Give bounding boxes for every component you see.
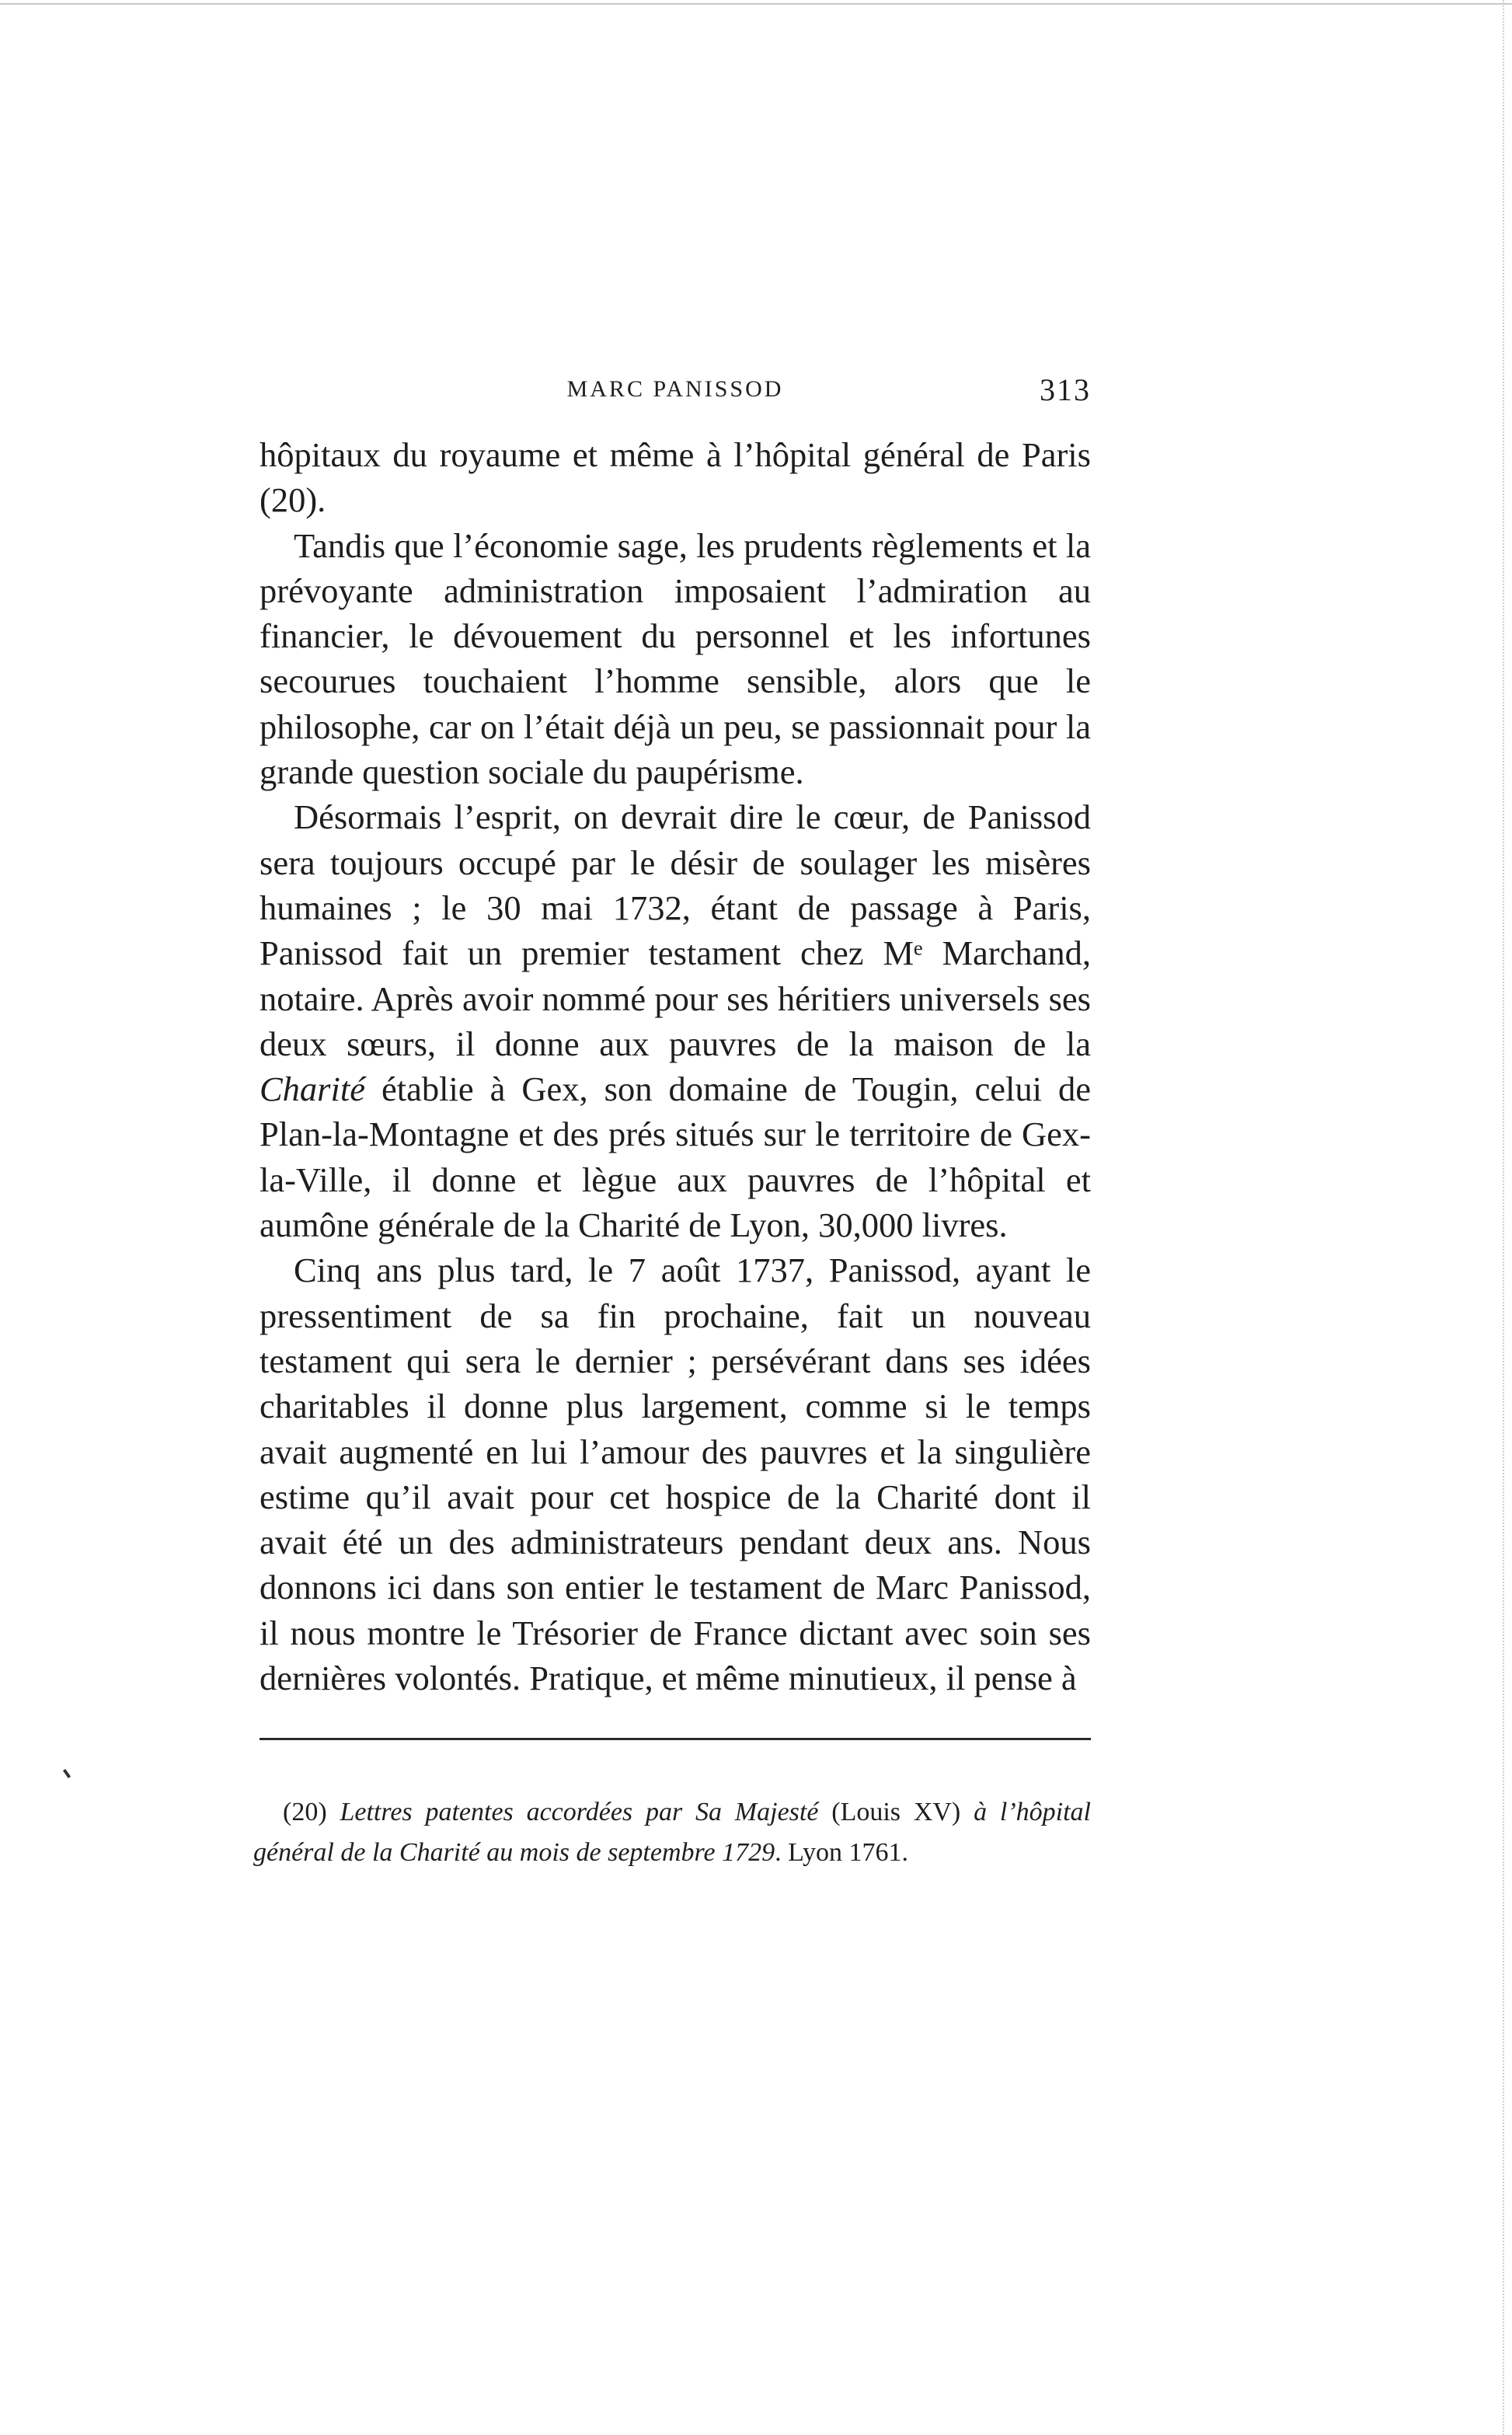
ink-speck: [63, 1769, 71, 1778]
body-text: [260, 432, 1091, 1701]
footnote: [253, 1792, 1091, 1873]
footnote-plain-1: (Louis XV): [818, 1798, 974, 1826]
footnote-plain-2: . Lyon 1761.: [775, 1838, 908, 1867]
paragraph-3-italic: Charité: [260, 1069, 365, 1109]
footnote-number: (20): [283, 1798, 327, 1826]
paragraph-3: [260, 794, 1091, 1247]
footnote-rule: [260, 1738, 1091, 1740]
paragraph-3-part-2: établie à Gex, son domaine de Tougin, celui de Plan-la-Montagne et des prés situés sur le territoire de Gex-la-Ville, il donne et lègue aux pauvres de l’hôpital et aumône générale de la Charité de Lyon, 30,000 livres.: [260, 1069, 1091, 1245]
running-title: MARC PANISSOD: [566, 376, 784, 402]
footnote-italic-1: Lettres patentes accordées par Sa Majesté: [340, 1798, 819, 1826]
footnote-italic-2: à l’hôpital général de la Charité au mois de septembre 1729: [253, 1798, 1091, 1867]
paragraph-4: Cinq ans plus tard, le 7 août 1737, Panissod, ayant le pressentiment de sa fin prochaine, fait un nouveau testament qui sera le dernier ; persévérant dans ses idées charitables il donne plus largement, comme si le temps avait augmenté en lui l’amour des pauvres et la singulière estime qu’il avait pour cet hospice de la Charité dont il avait été un des administrateurs pendant deux ans. Nous donnons ici dans son entier le testament de Marc Panissod, il nous montre le Trésorier de France dictant avec soin ses dernières volontés. Pratique, et même minutieux, il pense à: [260, 1251, 1091, 1698]
running-header: [260, 372, 1091, 418]
paragraph-2: Tandis que l’économie sage, les prudents règlements et la prévoyante administration imposaient l’admiration au financier, le dévouement du personnel et les infortunes secourues touchaient l’homme sensible, alors que le philosophe, car on l’était déjà un peu, se passionnait pour la grande question sociale du paupérisme.: [260, 525, 1091, 792]
paragraph-3-part-1: Désormais l’esprit, on devrait dire le cœur, de Panissod sera toujours occupé par le désir de soulager les misères humaines ; le 30 mai 1732, étant de passage à Paris, Panissod fait un premier testament chez Mᵉ Marchand, notaire. Après avoir nommé pour ses héritiers universels ses deux sœurs, il donne aux pauvres de la maison de la: [260, 797, 1091, 1063]
page-right-edge: [1503, 0, 1504, 2435]
footnote-20: [253, 1792, 1091, 1873]
page-number: 313: [1040, 372, 1091, 407]
paragraph-1: hôpitaux du royaume et même à l’hôpital général de Paris (20).: [260, 435, 1091, 520]
page-top-edge: [0, 3, 1512, 5]
